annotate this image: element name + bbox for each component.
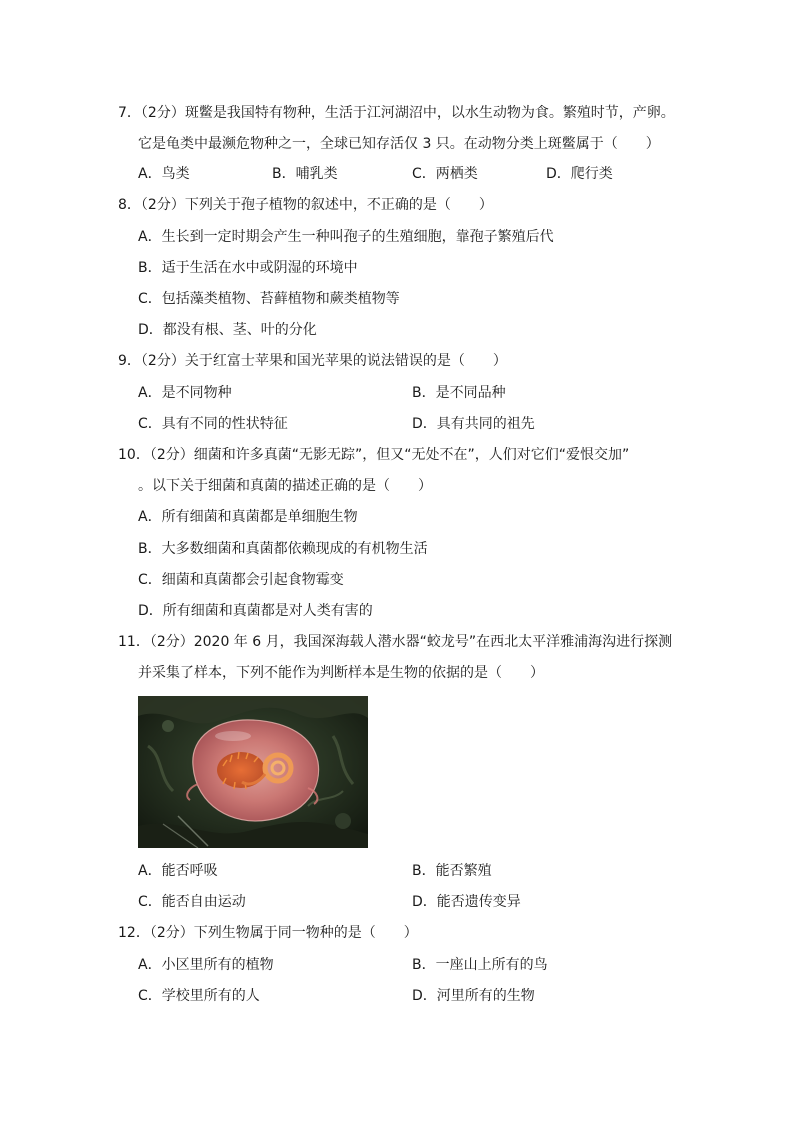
question-7-stem-cont: 它是龟类中最濒危物种之一，全球已知存活仅 3 只。在动物分类上斑鳖属于（ ） [138,136,660,152]
question-10 [118,446,688,495]
option-c[interactable]: C．学校里所有的人 [138,988,260,1004]
question-11-options-row-1 [138,862,698,880]
question-10-stem-cont: 。以下关于细菌和真菌的描述正确的是（ ） [138,478,432,494]
option-d[interactable]: D．所有细菌和真菌都是对人类有害的 [138,603,373,619]
deep-sea-specimen-photo [138,696,368,848]
question-9 [118,352,688,370]
question-12-stem: 12．（2分）下列生物属于同一物种的是（ ） [118,925,418,941]
option-a[interactable]: A．是不同物种 [138,385,232,401]
question-11-options-row-2 [138,893,698,911]
option-b[interactable]: B．哺乳类 [272,166,338,182]
option-b[interactable]: B．是不同品种 [412,385,506,401]
question-7 [118,104,688,153]
question-9-options-row-2 [138,415,698,433]
question-8-option-a-row [138,228,698,246]
question-9-stem: 9．（2分）关于红富士苹果和国光苹果的说法错误的是（ ） [118,353,507,369]
option-c[interactable]: C．细菌和真菌都会引起食物霉变 [138,572,344,588]
option-a[interactable]: A．能否呼吸 [138,863,218,879]
option-c[interactable]: C．能否自由运动 [138,894,246,910]
question-8-stem: 8．（2分）下列关于孢子植物的叙述中，不正确的是（ ） [118,197,493,213]
option-d[interactable]: D．爬行类 [546,166,613,182]
option-d[interactable]: D．能否遗传变异 [412,894,521,910]
question-8-option-c-row [138,290,698,308]
question-12-options-row-1 [138,956,698,974]
option-a[interactable]: A．小区里所有的植物 [138,957,274,973]
question-8-option-b-row [138,259,698,277]
question-11 [118,633,688,682]
question-8 [118,196,688,214]
question-8-option-d-row [138,321,698,339]
option-b[interactable]: B．大多数细菌和真菌都依赖现成的有机物生活 [138,541,428,557]
option-b[interactable]: B．适于生活在水中或阴湿的环境中 [138,260,358,276]
question-7-stem: 7．（2分）斑鳖是我国特有物种，生活于江河湖沼中，以水生动物为食。繁殖时节，产卵。 [118,105,675,121]
option-c[interactable]: C．具有不同的性状特征 [138,416,288,432]
option-c[interactable]: C．两栖类 [412,166,478,182]
question-9-options-row-1 [138,384,698,402]
option-d[interactable]: D．河里所有的生物 [412,988,535,1004]
question-10-option-c-row [138,571,698,589]
question-10-option-a-row [138,508,698,526]
option-d[interactable]: D．具有共同的祖先 [412,416,535,432]
specimen-illustration [138,696,368,848]
option-a[interactable]: A．所有细菌和真菌都是单细胞生物 [138,509,358,525]
question-10-option-d-row [138,602,698,620]
option-a[interactable]: A．鸟类 [138,166,190,182]
question-7-options [138,165,698,183]
option-d[interactable]: D．都没有根、茎、叶的分化 [138,322,317,338]
option-b[interactable]: B．能否繁殖 [412,863,492,879]
question-11-stem-cont: 并采集了样本，下列不能作为判断样本是生物的依据的是（ ） [138,665,544,681]
question-10-stem: 10．（2分）细菌和许多真菌“无影无踪”，但又“无处不在”，人们对它们“爱恨交加” [118,447,630,463]
question-11-stem: 11．（2分）2020 年 6 月，我国深海载人潜水器“蛟龙号”在西北太平洋雅浦海沟进行探测 [118,634,673,650]
question-12-options-row-2 [138,987,698,1005]
option-b[interactable]: B．一座山上所有的鸟 [412,957,548,973]
option-c[interactable]: C．包括藻类植物、苔藓植物和蕨类植物等 [138,291,400,307]
option-a[interactable]: A．生长到一定时期会产生一种叫孢子的生殖细胞，靠孢子繁殖后代 [138,229,554,245]
question-12 [118,924,688,942]
question-10-option-b-row [138,540,698,558]
